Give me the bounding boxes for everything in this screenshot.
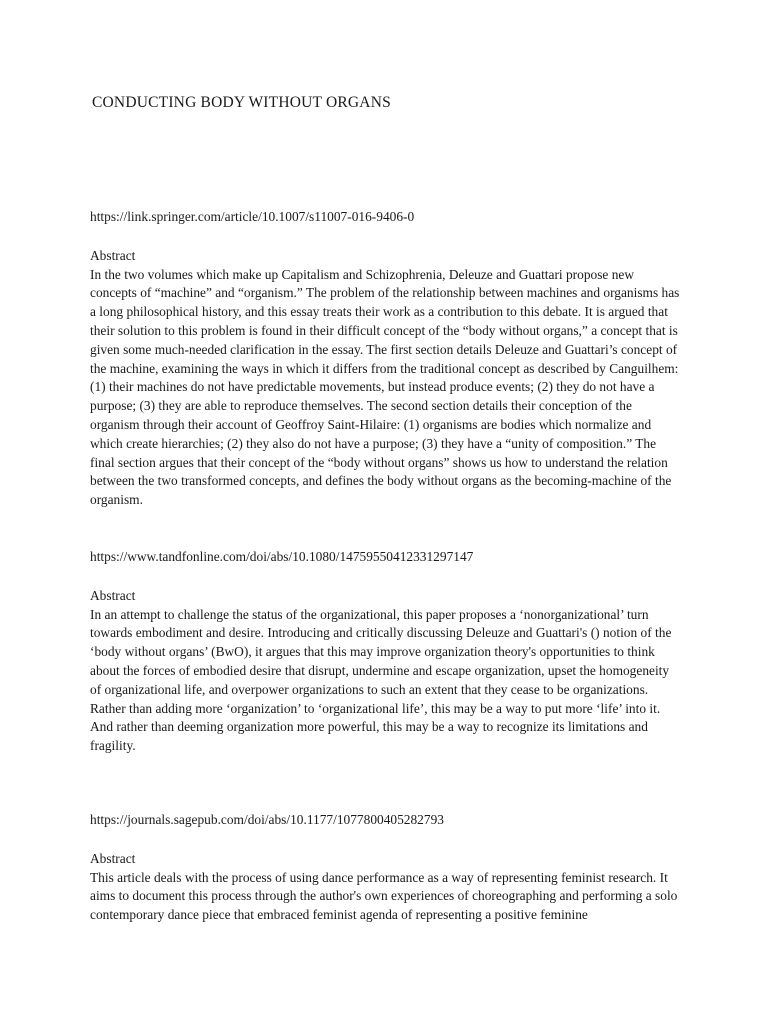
entry-1-url: https://link.springer.com/article/10.1007/s11007-016-9406-0 [90,209,415,224]
entry-1 [90,208,690,510]
entry-2 [90,548,690,756]
page-title: CONDUCTING BODY WITHOUT ORGANS [92,94,391,111]
entry-2-abstract-text: In an attempt to challenge the status of the organizational, this paper proposes a ‘nonorganizational’ turn towards embodiment and desire. Introducing and critically discussing Deleuze and Guattari's () notion of the ‘body without organs’ (BwO), it argues that this may improve organization theory's opportunities to think about the forces of embodied desire that disrupt, undermine and escape organization, upset the homogeneity of organizational life, and overpower organizations to such an extent that they cease to be organizations. Rather than adding more ‘organization’ to ‘organizational life’, this may be a way to put more ‘life’ into it. And rather than deeming organization more powerful, this may be a way to recognize its limitations and fragility. [90,606,672,754]
entry-3 [90,811,690,925]
entry-3-url: https://journals.sagepub.com/doi/abs/10.1177/1077800405282793 [90,812,444,827]
entry-1-abstract-text: In the two volumes which make up Capitalism and Schizophrenia, Deleuze and Guattari propose new concepts of “machine” and “organism.” The problem of the relationship between machines and organisms has a long philosophical history, and this essay treats their work as a contribution to this debate. It is argued that their solution to this problem is found in their difficult concept of the “body without organs,” a concept that is given some much-needed clarification in the essay. The first section details Deleuze and Guattari’s concept of the machine, examining the ways in which it differs from the traditional concept as described by Canguilhem: (1) their machines do not have predictable movements, but instead produce events; (2) they do not have a purpose; (3) they are able to reproduce themselves. The second section details their conception of the organism through their account of Geoffroy Saint-Hilaire: (1) organisms are bodies which normalize and which create hierarchies; (2) they also do not have a purpose; (3) they have a “unity of composition.” The final section argues that their concept of the “body without organs” shows us how to understand the relation between the two transformed concepts, and defines the body without organs as the becoming-machine of the organism. [90,266,680,508]
entry-3-abstract-label: Abstract [90,850,136,866]
entry-1-abstract-label: Abstract [90,247,136,263]
entry-2-url: https://www.tandfonline.com/doi/abs/10.1080/14759550412331297147 [90,549,474,564]
entry-2-abstract-label: Abstract [90,587,136,603]
entry-3-abstract-text: This article deals with the process of using dance performance as a way of representing feminist research. It aims to document this process through the author's own experiences of choreographing and performing a solo contemporary dance piece that embraced feminist agenda of representing a positive feminine [90,869,678,923]
